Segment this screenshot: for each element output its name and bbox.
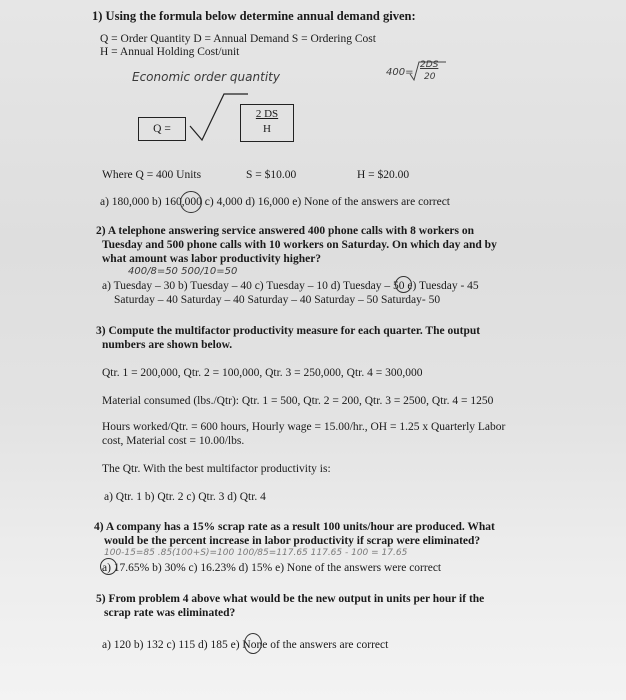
q1-fraction-box (240, 104, 294, 142)
q4-number: 4) (94, 521, 104, 533)
q5-number: 5) (96, 593, 106, 605)
q1-given-h: H = $20.00 (357, 169, 410, 181)
q3-material-line: Material consumed (lbs./Qtr): Qtr. 1 = 500, Qtr. 2 = 200, Qtr. 3 = 2500, Qtr. 4 = 1250 (102, 395, 494, 407)
q1-fraction-denominator: H (263, 123, 271, 135)
q1-number: 1) (92, 9, 103, 23)
q1-q-box: Q = (138, 117, 186, 141)
q2-choices-row-1: a) Tuesday – 30 b) Tuesday – 40 c) Tuesday – 10 d) Tuesday – 50 e) Tuesday - 45 (102, 280, 479, 292)
q1-answer-circle (180, 191, 202, 213)
q1-heading (92, 9, 416, 23)
q1-handwritten-calc-den: 20 (424, 72, 436, 82)
q3-line-1: Compute the multifactor productivity measure for each quarter. The output (108, 325, 481, 337)
q5-text-1 (96, 592, 484, 606)
q2-handwritten-work: 400/8=50 500/10=50 (128, 266, 238, 277)
q2-number: 2) (96, 225, 106, 237)
q4-handwritten-work: 100-15=85 .85(100+S)=100 100/85=117.65 117.65 - 100 = 17.65 (104, 548, 408, 558)
q5-answer-circle (244, 633, 262, 654)
q5-line-1: From problem 4 above what would be the new output in units per hour if the (108, 593, 485, 605)
q2-answer-circle (395, 276, 412, 293)
q3-question: The Qtr. With the best multifactor productivity is: (102, 463, 331, 475)
q3-number: 3) (96, 325, 106, 337)
q1-given-s: S = $10.00 (246, 169, 297, 181)
q1-fraction-numerator: 2 DS (255, 108, 279, 120)
q5-choices: a) 120 b) 132 c) 115 d) 185 e) None of the answers are correct (102, 639, 389, 651)
q1-handwritten-label: Economic order quantity (132, 70, 280, 84)
q5-text-2: scrap rate was eliminated? (104, 607, 236, 619)
q2-choices-row-2: Saturday – 40 Saturday – 40 Saturday – 40 Saturday – 50 Saturday- 50 (114, 294, 441, 306)
q3-output-line: Qtr. 1 = 200,000, Qtr. 2 = 100,000, Qtr. 3 = 250,000, Qtr. 4 = 300,000 (102, 367, 423, 379)
q1-definitions-2: H = Annual Holding Cost/unit (100, 46, 240, 58)
q3-hours-line-1: Hours worked/Qtr. = 600 hours, Hourly wage = 15.00/hr., OH = 1.25 x Quarterly Labor (102, 421, 506, 433)
q3-choices: a) Qtr. 1 b) Qtr. 2 c) Qtr. 3 d) Qtr. 4 (104, 491, 266, 503)
q3-text-2: numbers are shown below. (102, 339, 233, 351)
q2-line-1: A telephone answering service answered 400 phone calls with 8 workers on (107, 225, 475, 237)
q2-text-3: what amount was labor productivity higher? (102, 253, 322, 265)
q1-choices: a) 180,000 b) 160,000 c) 4,000 d) 16,000 e) None of the answers are correct (100, 196, 450, 208)
q1-title: Using the formula below determine annual demand given: (105, 9, 416, 23)
q2-text-1 (96, 224, 474, 238)
square-root-icon (188, 92, 248, 152)
q1-handwritten-calc-num: 2DS (420, 60, 439, 70)
q4-answer-circle (100, 558, 117, 575)
q4-text-2: would be the percent increase in labor productivity if scrap were eliminated? (104, 535, 481, 547)
q4-choices: a) 17.65% b) 30% c) 16.23% d) 15% e) None of the answers were correct (102, 562, 442, 574)
q1-definitions-1: Q = Order Quantity D = Annual Demand S = Ordering Cost (100, 33, 376, 45)
q3-hours-line-2: cost, Material cost = 10.00/lbs. (102, 435, 245, 447)
q1-handwritten-calc-left: 400= (386, 67, 414, 78)
q2-text-2: Tuesday and 500 phone calls with 10 workers on Saturday. On which day and by (102, 239, 497, 251)
q1-handwritten-root-icon (408, 58, 448, 86)
q1-given-q: Where Q = 400 Units (102, 169, 202, 181)
q3-text-1 (96, 324, 480, 338)
q4-text-1 (94, 520, 495, 534)
q4-line-1: A company has a 15% scrap rate as a result 100 units/hour are produced. What (105, 521, 495, 533)
